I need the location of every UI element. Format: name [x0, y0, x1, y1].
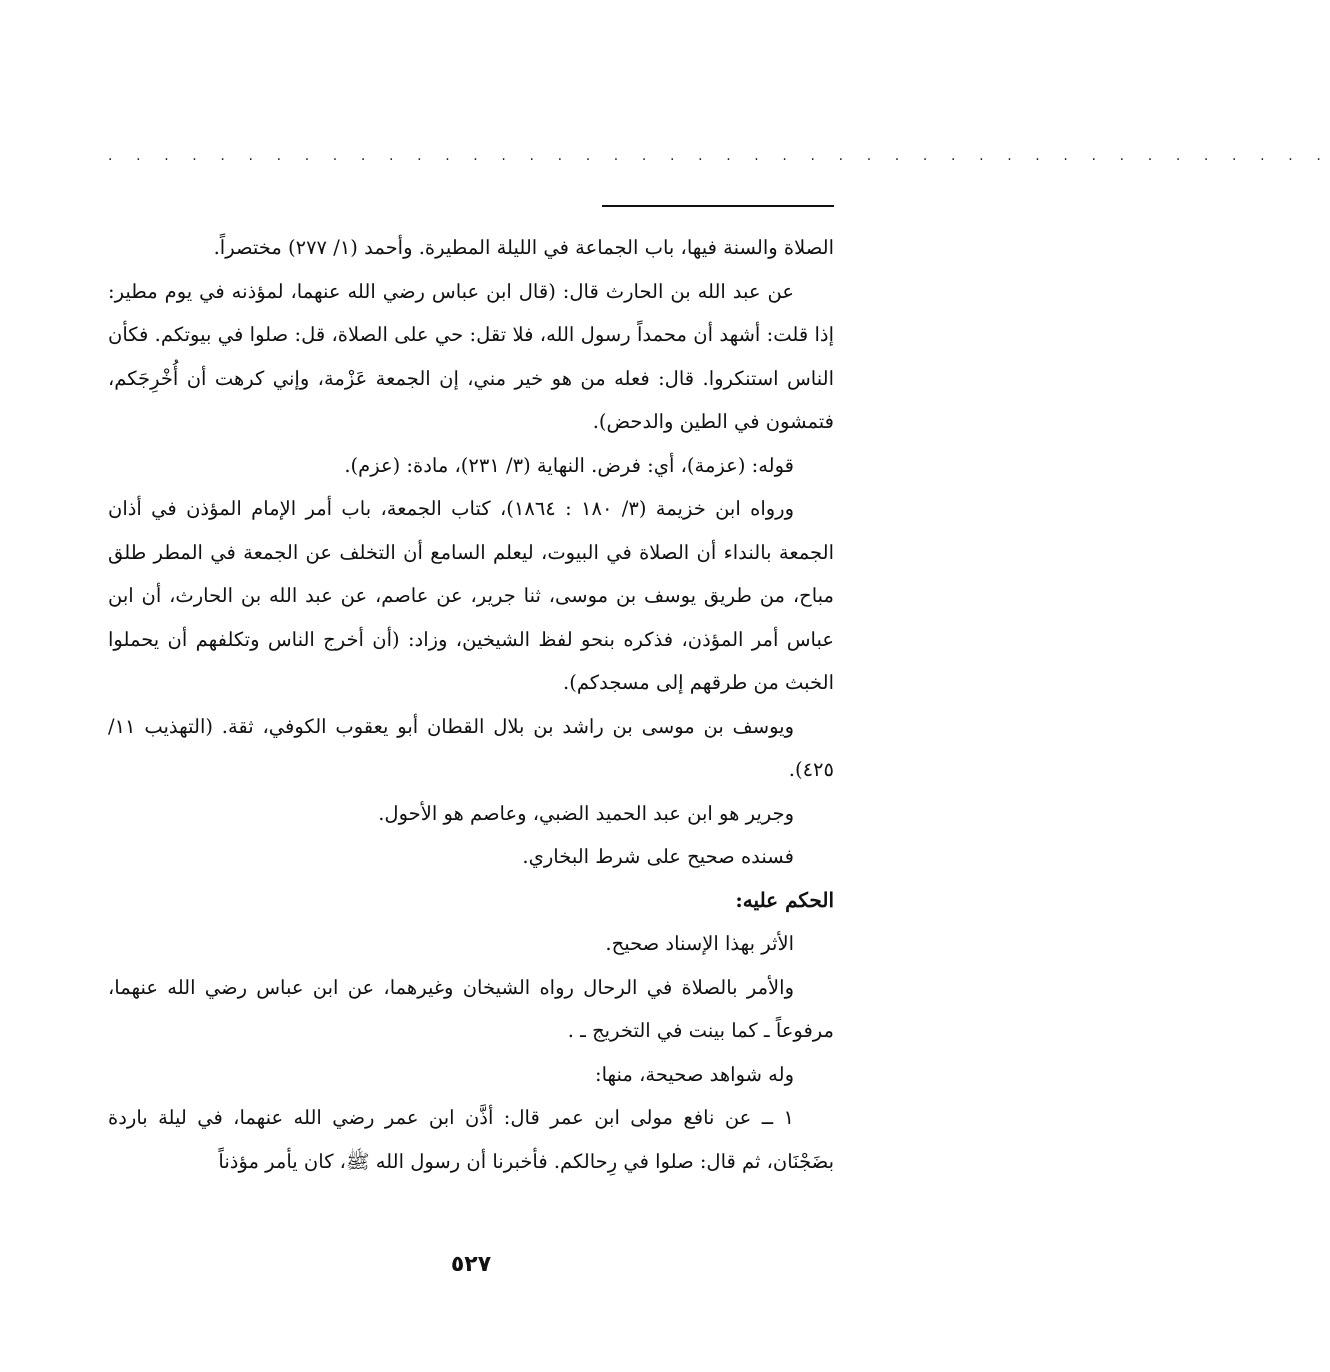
paragraph-4: ورواه ابن خزيمة (٣/ ١٨٠ : ١٨٦٤)، كتاب الجمعة، باب أمر الإمام المؤذن في أذان الجمعة بالنداء أن الصلاة في البيوت، ليعلم السامع أن التخلف عن الجمعة في المطر طلق مباح، من طريق يوسف بن موسى، ثنا جرير، عن عاصم، عن عبد الله بن الحارث، أن ابن عباس أمر المؤذن، فذكره بنحو لفظ الشيخين، وزاد: (أن أخرج الناس وتكلفهم أن يحملوا الخبث من طرقهم إلى مسجدكم).: [108, 497, 834, 694]
paragraph-3: قوله: (عزمة)، أي: فرض. النهاية (٣/ ٢٣١)، مادة: (عزم).: [344, 453, 794, 477]
paragraph-6: وجرير هو ابن عبد الحميد الضبي، وعاصم هو الأحول.: [378, 801, 794, 825]
book-page: [108, 0, 1330, 1372]
page-body: [108, 226, 834, 1183]
paragraph-8: الأثر بهذا الإسناد صحيح.: [605, 932, 794, 955]
paragraph-1: الصلاة والسنة فيها، باب الجماعة في الليلة المطيرة. وأحمد (١/ ٢٧٧) مختصراً.: [213, 236, 834, 259]
paragraph-2: عن عبد الله بن الحارث قال: (قال ابن عباس رضي الله عنهما، لمؤذنه في يوم مطير: إذا قلت: أشهد أن محمداً رسول الله، فلا تقل: حي على الصلاة، قل: صلوا في بيوتكم. فكأن الناس استنكروا. قال: فعله من هو خير مني، إن الجمعة عَزْمة، وإني كرهت أن أُخْرِجَكم، فتمشون في الطين والدحض).: [108, 279, 834, 433]
paragraph-9: والأمر بالصلاة في الرحال رواه الشيخان وغيرهما، عن ابن عباس رضي الله عنهما، مرفوعاً ـ كما بينت في التخريج ـ .: [108, 975, 834, 1042]
paragraph-5: ويوسف بن موسى بن راشد بن بلال القطان أبو يعقوب الكوفي، ثقة. (التهذيب ١١/ ٤٢٥).: [108, 714, 834, 781]
footnote-rule: [602, 205, 834, 207]
dotted-separator: . . . . . . . . . . . . . . . . . . . . . . . . . . . . . . . . . . . . . . . . . . . .: [108, 148, 1330, 164]
paragraph-7: فسنده صحيح على شرط البخاري.: [522, 845, 794, 868]
paragraph-10: وله شواهد صحيحة، منها:: [595, 1062, 794, 1086]
page-number: ٥٢٧: [450, 1252, 492, 1277]
section-heading: الحكم عليه:: [735, 887, 834, 912]
paragraph-11: ١ ــ عن نافع مولى ابن عمر قال: أذَّن ابن عمر رضي الله عنهما، في ليلة باردة بضَجْنَان، ثم قال: صلوا في رِحالكم. فأخبرنا أن رسول الله ﷺ، كان يأمر مؤذناً: [108, 1106, 834, 1173]
